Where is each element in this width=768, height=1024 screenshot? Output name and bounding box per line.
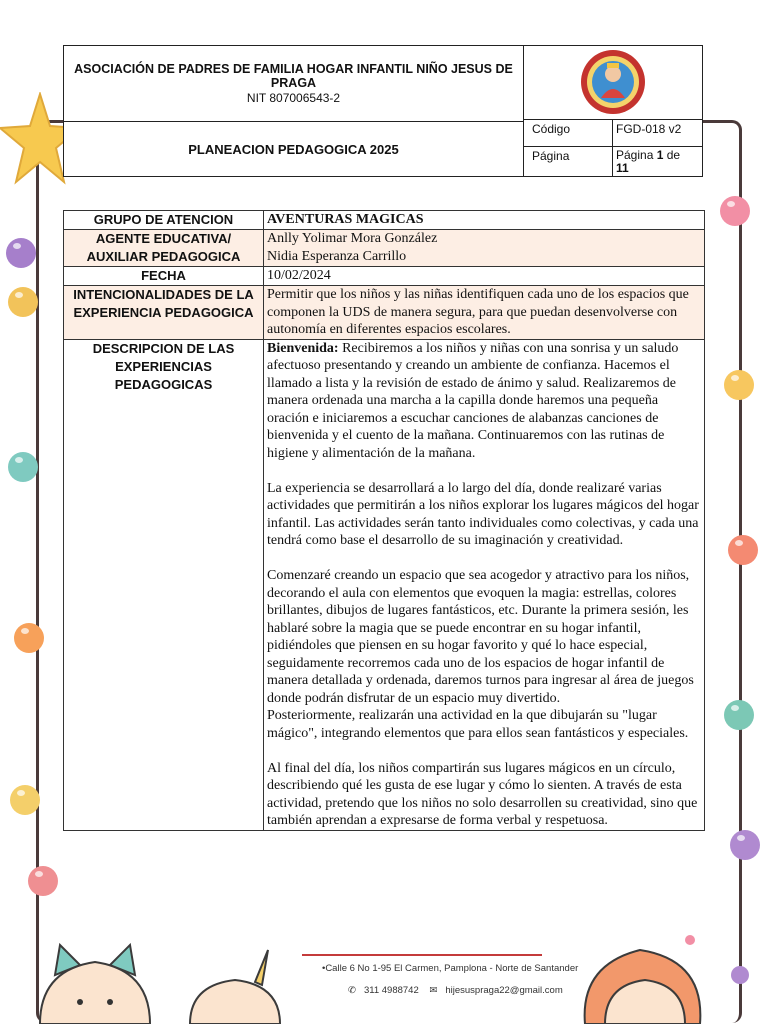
balloon-icon bbox=[724, 370, 754, 400]
grupo-label: GRUPO DE ATENCION bbox=[64, 211, 264, 230]
balloon-icon bbox=[8, 287, 38, 317]
bienvenida-text: Recibiremos a los niños y niñas con una sonrisa y un saludo afectuoso presentando y creando un ambiente de confianza. Hacemos el llamado a lista y la revisión de estado de ánimo y salud. Realizaremos de manera ordenada una marcha a la capilla donde haremos una pequeña oración e iniciaremos a escuchar canciones de alabanzas canciones de bienvenida y el cuento de la mañana. Continuaremos con las rutinas de higiene y alimentación de la mañana. bbox=[267, 340, 679, 461]
phone-icon: ✆ bbox=[348, 985, 356, 996]
bienvenida-label: Bienvenida: bbox=[267, 340, 339, 356]
agente-value bbox=[264, 230, 705, 267]
top-band bbox=[0, 0, 768, 46]
footer-address: •Calle 6 No 1-95 El Carmen, Pamplona - Norte de Santander bbox=[322, 963, 579, 974]
table-row bbox=[64, 286, 705, 340]
paragraph-3-text: Comenzaré creando un espacio que sea acogedor y atractivo para los niños, decorando el aula con elementos que evoquen la magia: estrellas, colores brillantes, dibujos de lugares fantásticos, etc. Durante la primera sesión, les hablaré sobre la magia que se puede encontrar en su hogar infantil, pidiéndoles que piensen en su hogar favorito y qué lo hace especial, seguidamente recorremos cada uno de los espacios de hogar infantil de manera detallada y ordenada, daremos turnos para ingresar al área de juegos donde podrán disfrutar de un espacio muy divertido. bbox=[267, 568, 694, 706]
table-row bbox=[64, 230, 705, 267]
organization-logo bbox=[524, 46, 702, 120]
footer-divider bbox=[302, 954, 542, 956]
paragraph-3 bbox=[267, 567, 701, 742]
document-header bbox=[63, 45, 703, 177]
table-row bbox=[64, 211, 705, 230]
intencion-value: Permitir que los niños y las niñas identifiquen cada uno de los espacios que componen la UDS de manera segura, para que puedan desenvolverse con autonomía en diferentes espacios escolares. bbox=[264, 286, 705, 340]
balloon-icon bbox=[6, 238, 36, 268]
paragraph-4: Al final del día, los niños compartirán sus lugares mágicos en un círculo, describiendo qué les gusta de ese lugar y cómo lo sienten. A través de esta actividad, pretendo que los niños no solo desarrollen su creatividad, sino que también aprendan a expresarse de forma verbal y respetuosa. bbox=[267, 760, 698, 828]
agente-name-1: Anlly Yolimar Mora González bbox=[267, 231, 438, 246]
balloon-icon bbox=[720, 196, 750, 226]
kids-illustration bbox=[0, 930, 768, 1024]
codigo-value: FGD-018 v2 bbox=[613, 120, 702, 147]
codigo-label: Código bbox=[524, 120, 613, 147]
fecha-value: 10/02/2024 bbox=[264, 267, 705, 286]
agente-label: AGENTE EDUCATIVA/ AUXILIAR PEDAGOGICA bbox=[64, 230, 264, 267]
header-logo-cell bbox=[524, 46, 702, 120]
plan-title: PLANEACION PEDAGOGICA 2025 bbox=[64, 122, 524, 177]
footer-contact bbox=[348, 985, 571, 996]
pagina-total: 11 bbox=[616, 161, 629, 175]
fecha-label: FECHA bbox=[64, 267, 264, 286]
descripcion-value bbox=[264, 339, 705, 830]
paragraph-2: La experiencia se desarrollará a lo largo del día, donde realizaré varias actividades que permitirán a los niños explorar los lugares mágicos del hogar infantil. Las actividades serán tanto individuales como colectivas, y cada una tendrá como base el desarrollo de su imaginación y creatividad. bbox=[267, 480, 699, 548]
organization-nit: NIT 807006543-2 bbox=[246, 91, 341, 105]
paragraph-bienvenida bbox=[267, 340, 701, 463]
pagina-of: de bbox=[663, 148, 681, 162]
organization-name: ASOCIACIÓN DE PADRES DE FAMILIA HOGAR INFANTIL NIÑO JESUS DE PRAGA bbox=[74, 62, 513, 90]
agente-name-2: Nidia Esperanza Carrillo bbox=[267, 248, 407, 264]
header-title-cell bbox=[64, 46, 524, 122]
pagina-current: 1 bbox=[656, 148, 664, 162]
email-icon: ✉ bbox=[429, 985, 438, 996]
balloon-icon bbox=[28, 866, 58, 896]
pagina-prefix: Página bbox=[616, 148, 657, 162]
grupo-value-text: AVENTURAS MAGICAS bbox=[267, 212, 424, 227]
balloon-icon bbox=[14, 623, 44, 653]
balloon-icon bbox=[728, 535, 758, 565]
grupo-value bbox=[264, 211, 705, 230]
balloon-icon bbox=[10, 785, 40, 815]
balloon-icon bbox=[724, 700, 754, 730]
balloon-icon bbox=[8, 452, 38, 482]
pagina-label: Página bbox=[524, 147, 613, 177]
pagina-value bbox=[613, 147, 702, 177]
paragraph-3b-text: Posteriormente, realizarán una actividad en la que dibujarán su "lugar mágico", integrando elementos que para ellos sean fantásticos y especiales. bbox=[267, 708, 689, 741]
planning-table bbox=[63, 210, 705, 831]
table-row bbox=[64, 339, 705, 830]
balloon-icon bbox=[730, 830, 760, 860]
table-row bbox=[64, 267, 705, 286]
footer-phone: 311 4988742 bbox=[363, 985, 419, 996]
footer-email: hijesuspraga22@gmail.com bbox=[445, 985, 563, 996]
intencion-label: INTENCIONALIDADES DE LA EXPERIENCIA PEDAGOGICA bbox=[64, 286, 264, 340]
descripcion-label: DESCRIPCION DE LAS EXPERIENCIAS PEDAGOGICAS bbox=[64, 339, 264, 830]
